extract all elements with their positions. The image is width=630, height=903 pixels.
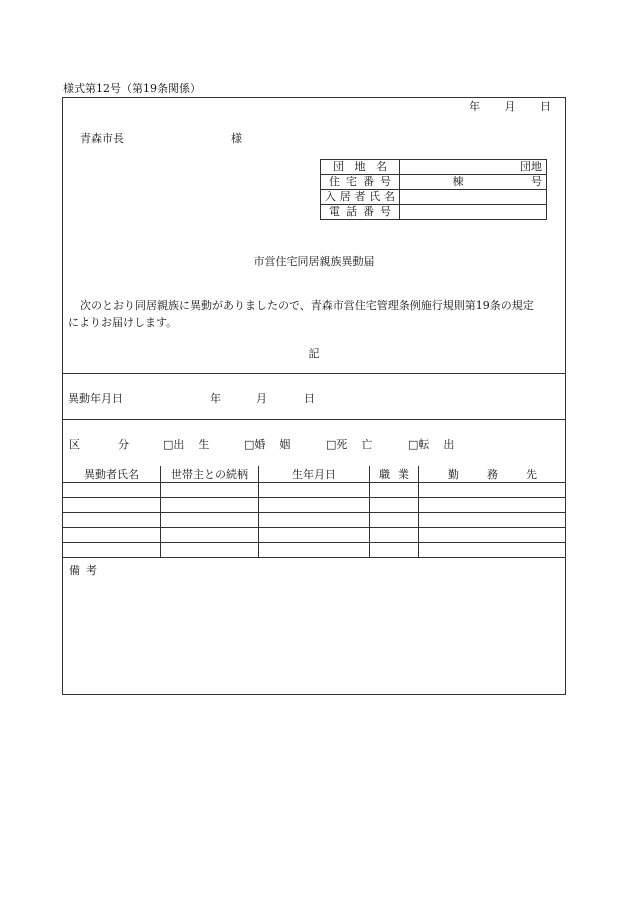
cell-birthdate[interactable] [259, 513, 370, 528]
addressee-name: 青森市長 [80, 132, 124, 145]
change-date-day: 日 [304, 392, 315, 405]
info-label-jutaku-bango: 住 宅 番 号 [321, 175, 400, 190]
info-row-danchi [321, 160, 547, 175]
category-option-death[interactable]: □死 亡 [326, 438, 373, 451]
info-label-nyukyosha: 入 居 者 氏 名 [321, 190, 400, 205]
cell-relation[interactable] [161, 483, 259, 498]
cell-workplace[interactable] [419, 498, 567, 513]
applicant-info-table [320, 159, 547, 220]
cell-birthdate[interactable] [259, 528, 370, 543]
header-workplace: 勤 務 先 [419, 466, 567, 483]
addressee-honorific: 様 [231, 132, 242, 145]
date-month: 月 [504, 100, 516, 113]
table-row [63, 528, 566, 543]
cell-job[interactable] [370, 513, 419, 528]
info-value-jutaku-bango[interactable]: 棟 号 [400, 175, 547, 190]
checkbox-birth[interactable]: □ [163, 438, 174, 451]
info-value-denwa[interactable] [400, 205, 547, 220]
ki-heading: 記 [308, 347, 320, 360]
category-option-birth[interactable]: □出 生 [163, 438, 210, 451]
cell-name[interactable] [63, 543, 161, 558]
cell-job[interactable] [370, 483, 419, 498]
form-number: 様式第12号（第19条関係） [63, 82, 201, 95]
category-option-marriage[interactable]: □婚 姻 [244, 438, 291, 451]
info-row-nyukyosha [321, 190, 547, 205]
cell-job[interactable] [370, 543, 419, 558]
checkbox-death[interactable]: □ [326, 438, 337, 451]
date-day: 日 [540, 100, 551, 113]
remarks-label: 備 考 [69, 564, 97, 577]
category-label: 区 分 [69, 438, 129, 451]
cell-name[interactable] [63, 528, 161, 543]
cell-relation[interactable] [161, 528, 259, 543]
form-frame [62, 97, 566, 695]
info-label-danchi: 団 地 名 [321, 160, 400, 175]
date-year: 年 [469, 100, 480, 113]
table-row [63, 498, 566, 513]
cell-name[interactable] [63, 483, 161, 498]
change-date-year: 年 [210, 392, 221, 405]
info-value-nyukyosha[interactable] [400, 190, 547, 205]
cell-name[interactable] [63, 513, 161, 528]
table-row [63, 483, 566, 498]
table-row [63, 543, 566, 558]
divider-2 [63, 419, 565, 420]
body-text-line-1: 次のとおり同居親族に異動がありましたので、青森市営住宅管理条例施行規則第19条の規定 [80, 299, 534, 312]
cell-birthdate[interactable] [259, 483, 370, 498]
members-header-row [63, 466, 566, 483]
divider-1 [63, 373, 565, 374]
cell-name[interactable] [63, 498, 161, 513]
date-line [469, 98, 551, 114]
change-date-label: 異動年月日 [68, 392, 123, 405]
cell-relation[interactable] [161, 513, 259, 528]
remarks-area[interactable] [63, 560, 565, 694]
members-table [63, 466, 566, 558]
cell-workplace[interactable] [419, 543, 567, 558]
body-text-line-2: によりお届けします。 [68, 316, 178, 329]
category-option-moveout[interactable]: □転 出 [408, 438, 455, 451]
header-birthdate: 生年月日 [259, 466, 370, 483]
info-row-jutaku-bango [321, 175, 547, 190]
document-title: 市営住宅同居親族異動届 [253, 255, 375, 268]
cell-birthdate[interactable] [259, 498, 370, 513]
info-row-denwa [321, 205, 547, 220]
table-row [63, 513, 566, 528]
change-date-month: 月 [256, 392, 267, 405]
cell-workplace[interactable] [419, 483, 567, 498]
cell-relation[interactable] [161, 543, 259, 558]
info-value-danchi[interactable]: 団地 [400, 160, 547, 175]
header-name: 異動者氏名 [63, 466, 161, 483]
header-job: 職 業 [370, 466, 419, 483]
cell-job[interactable] [370, 498, 419, 513]
cell-workplace[interactable] [419, 528, 567, 543]
header-relation: 世帯主との続柄 [161, 466, 259, 483]
checkbox-moveout[interactable]: □ [408, 438, 419, 451]
checkbox-marriage[interactable]: □ [244, 438, 255, 451]
info-label-denwa: 電 話 番 号 [321, 205, 400, 220]
cell-job[interactable] [370, 528, 419, 543]
cell-relation[interactable] [161, 498, 259, 513]
cell-birthdate[interactable] [259, 543, 370, 558]
cell-workplace[interactable] [419, 513, 567, 528]
